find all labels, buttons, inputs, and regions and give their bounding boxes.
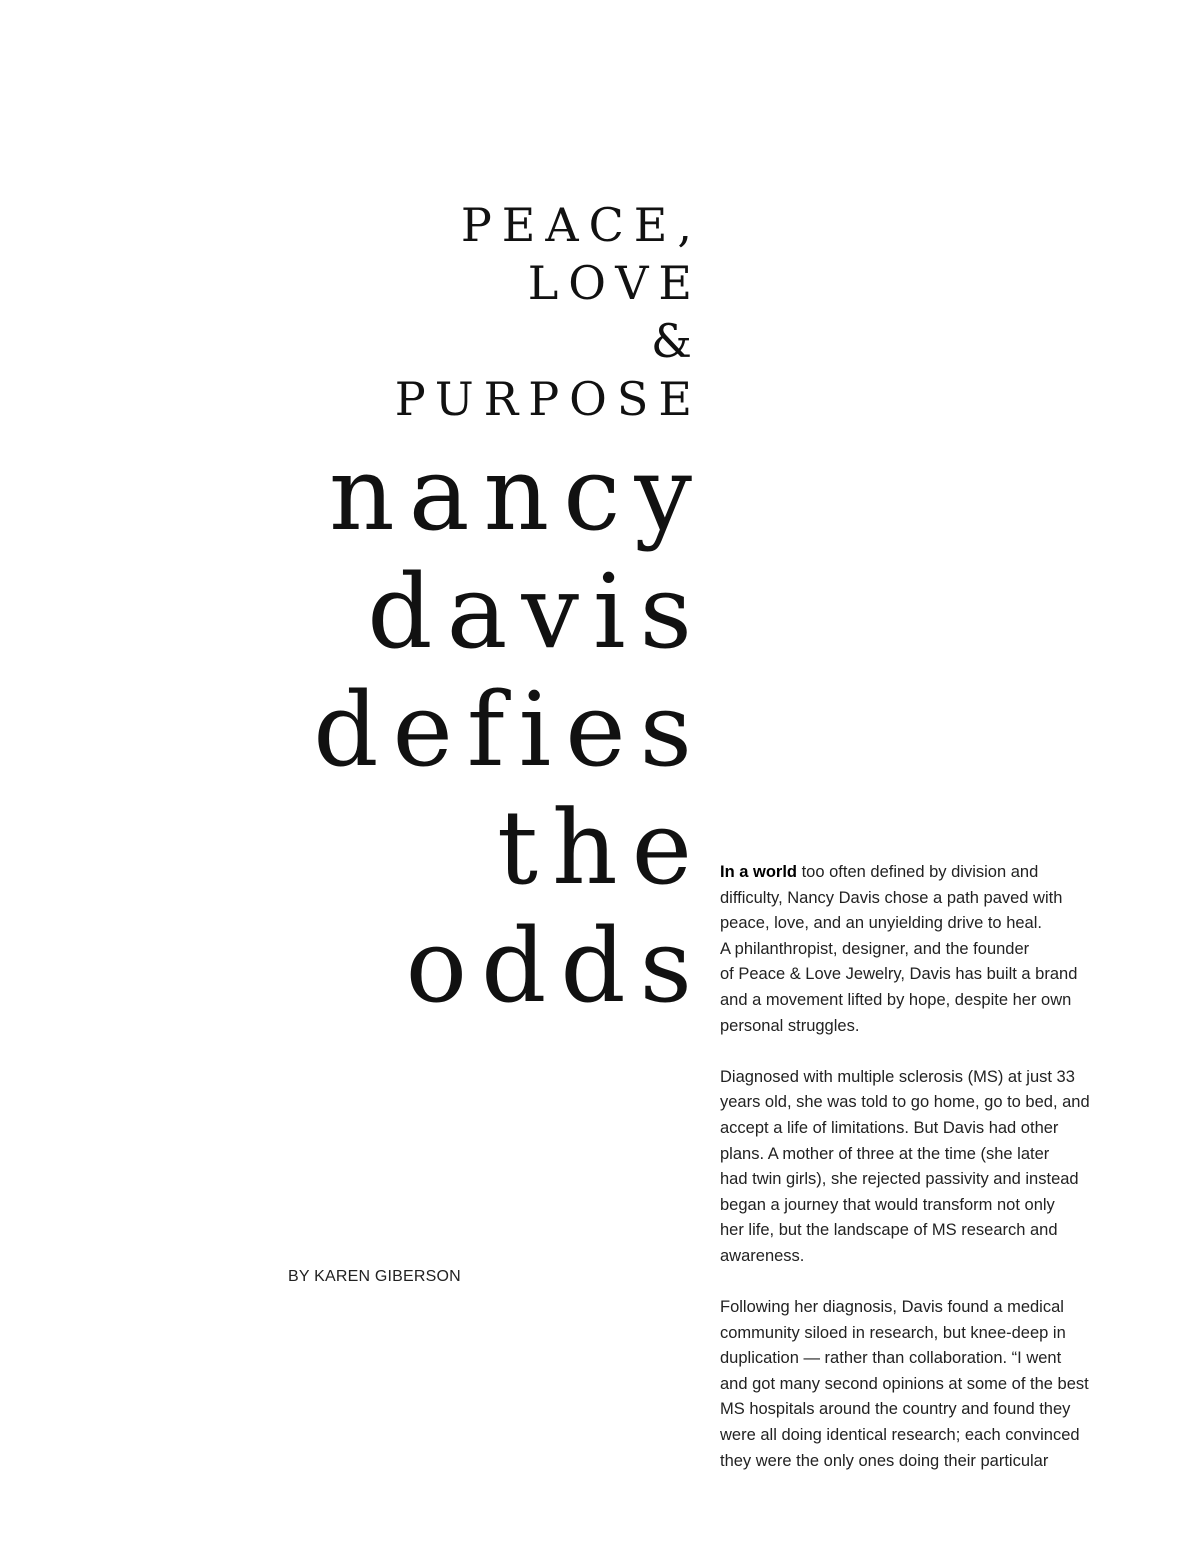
paragraph-line: accept a life of limitations. But Davis had other — [720, 1118, 1059, 1137]
article-headline — [313, 436, 706, 1026]
headline-line: davis — [367, 553, 706, 672]
article-body — [720, 860, 1140, 1500]
paragraph-line: her life, but the landscape of MS research and — [720, 1221, 1058, 1240]
paragraph-line: personal struggles. — [720, 1016, 860, 1035]
paragraph-line: of Peace & Love Jewelry, Davis has built a brand — [720, 965, 1078, 984]
paragraph-line: plans. A mother of three at the time (she later — [720, 1144, 1050, 1163]
headline-line: the — [496, 789, 706, 908]
headline-line: nancy — [329, 435, 706, 554]
paragraph-line: and got many second opinions at some of the best — [720, 1374, 1089, 1393]
kicker-line: PURPOSE — [394, 372, 702, 426]
paragraph-line: years old, she was told to go home, go to bed, and — [720, 1093, 1090, 1112]
paragraph-line: were all doing identical research; each convinced — [720, 1426, 1080, 1445]
paragraph-line: began a journey that would transform not only — [720, 1195, 1055, 1214]
headline-line: odds — [405, 907, 706, 1026]
lead-in: In a world — [720, 863, 798, 881]
lead-in-rest: too often defined by division and — [797, 863, 1039, 881]
paragraph-line: peace, love, and an unyielding drive to heal. — [720, 914, 1042, 933]
kicker-line: LOVE — [527, 256, 702, 310]
paragraph-line: awareness. — [720, 1246, 805, 1265]
paragraph-3 — [720, 1295, 1140, 1474]
paragraph-line: community siloed in research, but knee-deep in — [720, 1323, 1066, 1342]
byline: BY KAREN GIBERSON — [288, 1268, 461, 1285]
paragraph-line: MS hospitals around the country and found they — [720, 1400, 1071, 1419]
headline-line: defies — [313, 671, 706, 790]
paragraph-line: duplication — rather than collaboration. “I went — [720, 1349, 1062, 1368]
article-kicker — [395, 196, 702, 428]
paragraph-line: A philanthropist, designer, and the founder — [720, 939, 1030, 958]
paragraph-1 — [720, 860, 1140, 1039]
paragraph-line — [720, 860, 1140, 886]
paragraph-line: Diagnosed with multiple sclerosis (MS) at just 33 — [720, 1067, 1075, 1086]
kicker-line: & — [651, 314, 702, 368]
paragraph-line: and a movement lifted by hope, despite her own — [720, 990, 1072, 1009]
paragraph-2 — [720, 1065, 1140, 1270]
paragraph-line: they were the only ones doing their particular — [720, 1451, 1049, 1470]
paragraph-line: difficulty, Nancy Davis chose a path paved with — [720, 888, 1063, 907]
paragraph-line: had twin girls), she rejected passivity and instead — [720, 1170, 1079, 1189]
kicker-line: PEACE, — [460, 198, 702, 252]
paragraph-line: Following her diagnosis, Davis found a medical — [720, 1298, 1064, 1317]
